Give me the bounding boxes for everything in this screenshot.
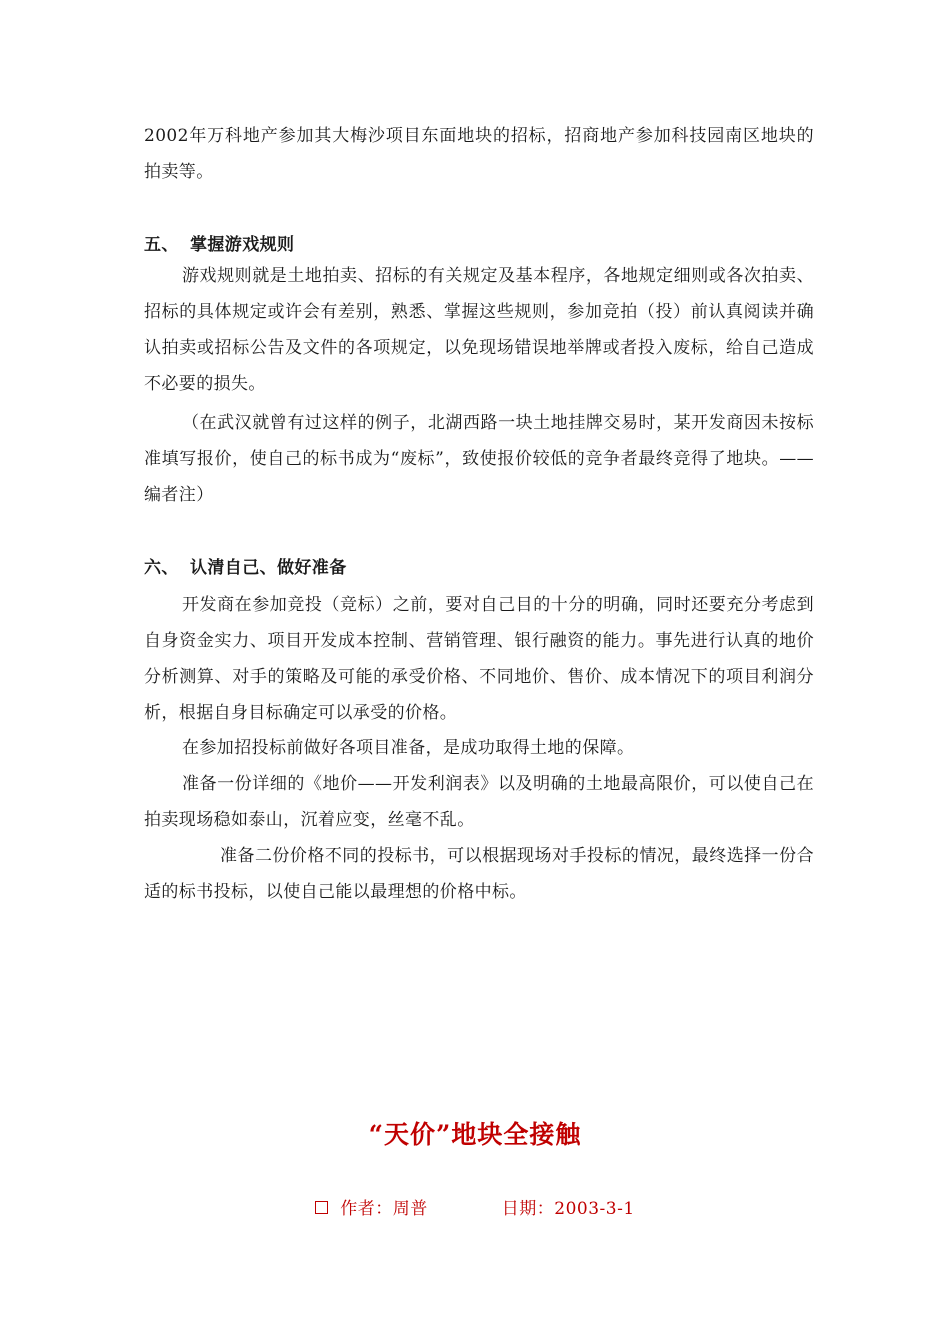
- section-6-paragraph-3: 准备一份详细的《地价——开发利润表》以及明确的土地最高限价，可以使自己在拍卖现场稳如泰山，沉着应变，丝毫不乱。: [144, 774, 814, 830]
- section-6-title: 认清自己、做好准备: [190, 558, 347, 578]
- intro-paragraph: 2002年万科地产参加其大梅沙项目东面地块的招标，招商地产参加科技园南区地块的拍卖等。: [144, 126, 814, 182]
- article-byline: [0, 1194, 950, 1219]
- author-label: 作者：周普: [340, 1199, 428, 1219]
- section-5-title: 掌握游戏规则: [190, 235, 295, 255]
- section-5-number: 五、: [144, 235, 179, 255]
- section-6-heading: [144, 550, 347, 586]
- section-5-paragraph-1: 游戏规则就是土地拍卖、招标的有关规定及基本程序，各地规定细则或各次拍卖、招标的具体规定或许会有差别，熟悉、掌握这些规则，参加竞拍（投）前认真阅读并确认拍卖或招标公告及文件的各项规定，以免现场错误地举牌或者投入废标，给自己造成不必要的损失。: [144, 266, 814, 394]
- article-title: “天价”地块全接触: [368, 1120, 582, 1149]
- checkbox-square-icon: [315, 1201, 328, 1214]
- section-6-paragraph-4: 准备二份价格不同的投标书，可以根据现场对手投标的情况，最终选择一份合适的标书投标，以使自己能以最理想的价格中标。: [144, 846, 814, 902]
- section-6-paragraph-2: 在参加招投标前做好各项目准备，是成功取得土地的保障。: [182, 738, 635, 758]
- section-6-number: 六、: [144, 558, 179, 578]
- date-label: 日期：2003-3-1: [501, 1199, 635, 1219]
- section-5-paragraph-2: （在武汉就曾有过这样的例子，北湖西路一块土地挂牌交易时，某开发商因未按标准填写报价，使自己的标书成为“废标”，致使报价较低的竞争者最终竞得了地块。——编者注）: [144, 413, 814, 505]
- section-6-paragraph-1: 开发商在参加竞投（竞标）之前，要对自己目的十分的明确，同时还要充分考虑到自身资金实力、项目开发成本控制、营销管理、银行融资的能力。事先进行认真的地价分析测算、对手的策略及可能的承受价格、不同地价、售价、成本情况下的项目利润分析，根据自身目标确定可以承受的价格。: [144, 595, 814, 723]
